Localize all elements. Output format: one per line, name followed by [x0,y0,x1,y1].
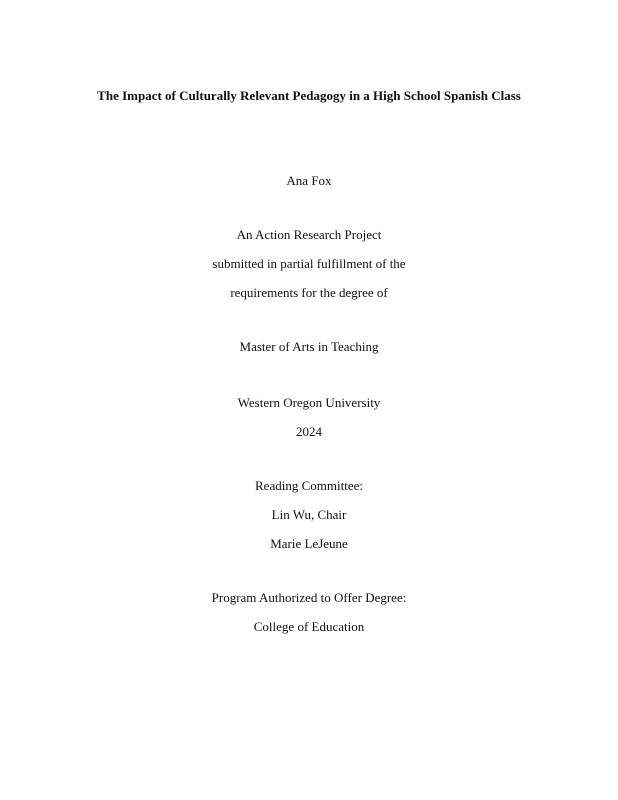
university-name: Western Oregon University [237,395,381,410]
degree-name: Master of Arts in Teaching [239,339,379,354]
project-description-line-2: submitted in partial fulfillment of the [212,256,406,271]
document-title: The Impact of Culturally Relevant Pedagogy in a High School Spanish Class [97,88,521,103]
project-description-line-1: An Action Research Project [236,227,382,242]
program-heading: Program Authorized to Offer Degree: [211,590,407,605]
submission-year: 2024 [296,424,322,439]
project-description-line-3: requirements for the degree of [230,285,388,300]
committee-member: Lin Wu, Chair [271,507,347,522]
author-name: Ana Fox [286,173,332,188]
committee-heading: Reading Committee: [255,478,363,493]
program-name: College of Education [253,619,365,634]
committee-member: Marie LeJeune [270,536,348,551]
